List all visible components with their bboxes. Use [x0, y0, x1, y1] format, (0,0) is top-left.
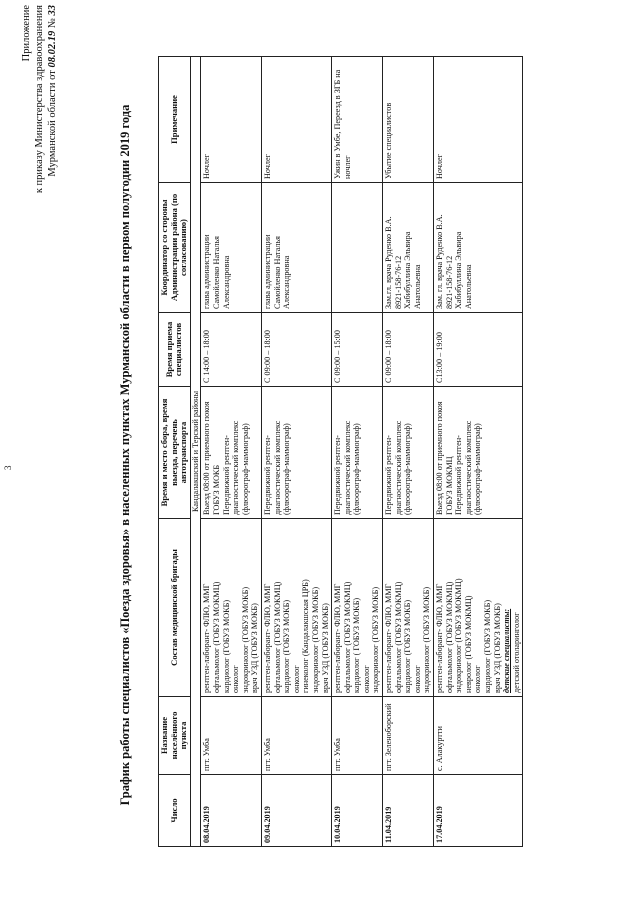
cell-time: С 09:00 – 18:00	[383, 313, 434, 387]
cell-time: С 09:00 – 18:00	[261, 313, 331, 387]
cell-place: пгт. Умба	[332, 697, 383, 775]
team-member: эндокринолог (ГОБУЗ МОКБ)	[310, 586, 320, 693]
cell-note: Ужин в Умбе, Переезд в ЗГБ на ночлег	[332, 57, 383, 183]
team-member: онколог	[361, 665, 371, 693]
appendix-block	[20, 5, 59, 225]
team-member: эндокринолог (ГОБУЗ МОКБ)	[422, 586, 432, 693]
cell-note: Ночлег	[261, 57, 331, 183]
header-note: Примечание	[159, 57, 191, 183]
team-member: онколог	[412, 665, 422, 693]
cell-transport	[434, 387, 523, 519]
cell-place: пгт. Умба	[261, 697, 331, 775]
header-date: Число	[159, 775, 191, 847]
cell-team	[201, 519, 262, 697]
table-row	[261, 57, 331, 847]
appendix-date-prefix: Мурманской области от	[47, 70, 58, 177]
cell-note: Убытие специалистов	[383, 57, 434, 183]
team-member: рентген-лаборант- ФЛЮ, ММГ	[333, 583, 343, 693]
team-member: эндокринолог (ГОБУЗ МОКМЦ)	[454, 578, 464, 693]
cell-note: Ночлег	[201, 57, 262, 183]
header-time: Время приема специалистов	[159, 313, 191, 387]
team-member: врач УЗД (ГОБУЗ МОКБ)	[492, 603, 502, 693]
cell-team	[383, 519, 434, 697]
appendix-line2: к приказу Министерства здравоохранения	[34, 5, 45, 194]
appendix-line1: Приложение	[21, 5, 32, 62]
team-member: кардиолог (ГОБУЗ МОКБ)	[282, 599, 292, 693]
header-team: Состав медицинской бригады	[159, 519, 191, 697]
appendix-line3	[46, 5, 59, 225]
team-member: онколог	[291, 665, 301, 693]
cell-coordinator	[383, 183, 434, 313]
cell-place: пгт. Зеленоборский	[383, 697, 434, 775]
team-member: кардиолог (ГОБУЗ МОКБ)	[403, 599, 413, 693]
team-member: гинеколог (Кандалакшская ЦРБ)	[301, 579, 311, 693]
transport-line: Передвижной рентген-диагностический комплекс (флюорограф-маммограф)	[262, 420, 292, 515]
coordinator-line: 8921-158-76-12	[444, 255, 454, 309]
transport-line: Передвижной рентген-диагностический комплекс (флюорограф-маммограф)	[221, 420, 250, 515]
team-member: рентген-лаборант- ФЛЮ, ММГ	[262, 583, 272, 693]
cell-coordinator	[261, 183, 331, 313]
team-member: рентген-лаборант- ФЛЮ, ММГ	[384, 583, 394, 693]
cell-place: пгт. Умба	[201, 697, 262, 775]
team-member: офтальмолог (ГОБУЗ МОКМЦ)	[272, 581, 282, 693]
cell-team	[434, 519, 523, 697]
team-member: кардиолог (ГОБУЗ МОКБ)	[483, 599, 492, 693]
header-row	[159, 57, 191, 847]
team-member: эндокринолог (ГОБУЗ МОКБ)	[371, 586, 381, 693]
cell-date: 17.04.2019	[434, 775, 523, 847]
team-member: онколог	[473, 665, 483, 693]
appendix-date: 08.02.19	[47, 30, 58, 68]
transport-line: Выезд 08:00 от приемного покоя ГОБУЗ МОКБ	[202, 401, 221, 515]
cell-note: Ночлег	[434, 57, 523, 183]
header-transport: Время и место сбора, время выезда, перечень автотранспорта	[159, 387, 191, 519]
team-member: эндокринолог (ГОБУЗ МОКБ)	[240, 586, 250, 693]
coordinator-line: Самойленко Наталья Александровна	[211, 236, 231, 309]
cell-coordinator	[332, 183, 383, 313]
team-member: врач УЗД (ГОБУЗ МОКБ)	[320, 603, 330, 693]
cell-date: 08.04.2019	[201, 775, 262, 847]
header-place: Название населённого пункта	[159, 697, 191, 775]
document-title: График работы специалистов «Поезда здоровья» в населенных пунктах Мурманской области в первом полугодии 2019 года	[118, 104, 132, 806]
table-row	[332, 57, 383, 847]
table-row	[201, 57, 262, 847]
table-row	[383, 57, 434, 847]
cell-transport	[332, 387, 383, 519]
page-number: 3	[3, 465, 13, 470]
cell-place: с. Алакуртти	[434, 697, 523, 775]
header-coordinator: Координатор со стороны Администрации района (по согласованию)	[159, 183, 191, 313]
cell-date: 09.04.2019	[261, 775, 331, 847]
cell-time: С 09:00 – 15:00	[332, 313, 383, 387]
team-member: онколог	[231, 665, 241, 693]
team-kids-member: детский отоларинголог	[511, 612, 521, 693]
cell-transport	[201, 387, 262, 519]
coordinator-line: глава администрации	[262, 234, 272, 309]
team-member: офтальмолог (ГОБУЗ МОКМЦ)	[393, 581, 403, 693]
team-member: офтальмолог (ГОБУЗ МОКМЦ)	[211, 581, 221, 693]
appendix-number: 33	[47, 5, 58, 16]
coordinator-line: Зам.гл. врача Руденко В.А.	[384, 216, 394, 309]
team-member: врач УЗД (ГОБУЗ МОКБ)	[250, 603, 260, 693]
schedule-table	[158, 56, 523, 847]
team-member: офтальмолог (ГОБУЗ МОКМЦ)	[444, 581, 454, 693]
appendix-number-label: №	[47, 18, 58, 29]
transport-line: Передвижной рентген-диагностический комплекс (флюорограф-маммограф)	[454, 420, 483, 515]
cell-coordinator	[434, 183, 523, 313]
team-member: невролог (ГОБУЗ МОКМЦ)	[463, 595, 473, 693]
cell-date: 10.04.2019	[332, 775, 383, 847]
coordinator-line: 8921-158-76-12	[393, 255, 403, 309]
cell-coordinator	[201, 183, 262, 313]
coordinator-line: Хабибуллина Эльвира Анатольевна	[454, 231, 473, 309]
table-row	[434, 57, 523, 847]
cell-time: С13:00 – 19:00	[434, 313, 523, 387]
team-member: офтальмолог (ГОБУЗ МОКМЦ)	[342, 581, 352, 693]
cell-team	[261, 519, 331, 697]
transport-line: Выезд 08:00 от приемного покоя ГОБУЗ МОКМЦ	[435, 401, 454, 515]
team-kids-label: детские специалисты:	[502, 608, 512, 693]
cell-time: С 14:00 – 18:00	[201, 313, 262, 387]
coordinator-line: Зам. гл. врача Руденко В.А.	[435, 214, 445, 309]
coordinator-line: Хабибуллина Эльвира Анатольевна	[403, 231, 422, 309]
coordinator-line: Самойленко Наталья Александровна	[272, 236, 292, 309]
team-member: кардиолог (ГОБУЗ МОКБ)	[221, 599, 231, 693]
cell-date: 11.04.2019	[383, 775, 434, 847]
team-member: рентген-лаборант- ФЛЮ, ММГ	[202, 583, 212, 693]
cell-team	[332, 519, 383, 697]
cell-transport	[383, 387, 434, 519]
cell-transport	[261, 387, 331, 519]
transport-line: Передвижной рентген-диагностический комплекс (флюорограф-маммограф)	[333, 420, 362, 515]
region-row	[190, 57, 201, 847]
team-member: рентген-лаборант- ФЛЮ, ММГ	[435, 583, 445, 693]
team-member: кардиолог ( ГОБУЗ МОКБ)	[352, 597, 362, 693]
transport-line: Передвижной рентген-диагностический комплекс (флюорограф-маммограф)	[384, 420, 413, 515]
coordinator-line: глава администрации	[202, 234, 212, 309]
region-label: Кандалакшский и Терский районы	[190, 57, 201, 847]
